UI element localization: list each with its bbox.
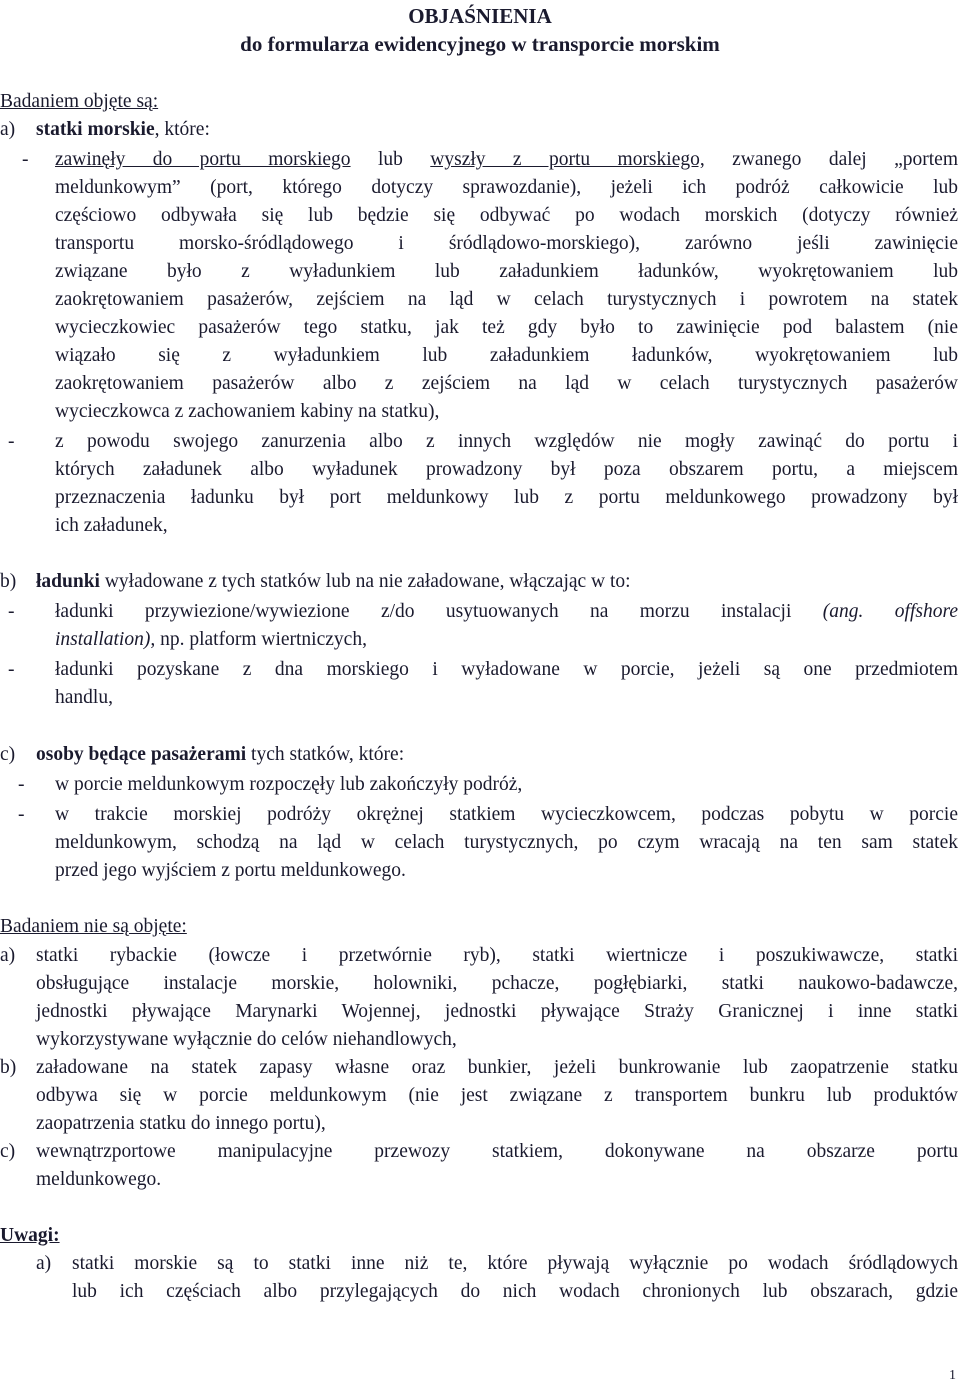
covered-b-dash2-line0: ładunki pozyskane z dna morskiego i wyładowane w porcie, jeżeli są one przedmiotem (55, 659, 958, 680)
covered-a-dash1-line8: zaokrętowaniem pasażerów albo z zejściem na ląd w celach turystycznych pasażerów (55, 373, 958, 394)
not-covered-b-label: b) (0, 1057, 17, 1078)
covered-b-dash1-line1: installation), np. platform wiertniczych, (55, 629, 367, 650)
covered-a-dash1-line1: meldunkowym” (port, którego dotyczy sprawozdanie), jeżeli ich podróż całkowicie lub (55, 177, 958, 198)
not-covered-b-line1: odbywa się w porcie meldunkowym (nie jest związane z transportem bunkru lub produktów (36, 1085, 958, 1106)
not-covered-a-line0: statki rybackie (łowcze i przetwórnie ryb), statki wiertnicze i poszukiwawcze, statki (36, 945, 958, 966)
covered-b-dash1-line0: ładunki przywiezione/wywiezione z/do usytuowanych na morzu instalacji (ang. offshore (55, 601, 958, 622)
covered-c-label: c) (0, 744, 16, 765)
covered-c-text: osoby będące pasażerami tych statków, które: (36, 744, 405, 765)
covered-b-dash2-line1: handlu, (55, 687, 113, 708)
notes-a-label: a) (36, 1253, 52, 1274)
not-covered-a-label: a) (0, 945, 16, 966)
covered-a-dash1-line5: zaokrętowaniem pasażerów, zejściem na ląd w celach turystycznych i powrotem na statek (55, 289, 958, 310)
dash-marker: - (8, 601, 15, 622)
not-covered-heading: Badaniem nie są objęte: (0, 916, 187, 937)
not-covered-a-line1: obsługujące instalacje morskie, holowniki, pchacze, pogłębiarki, statki naukowo-badawcze, (36, 973, 958, 994)
not-covered-c-label: c) (0, 1141, 16, 1162)
dash-marker: - (8, 659, 15, 680)
covered-a-dash2-line0: z powodu swojego zanurzenia albo z innych względów nie mogły zawinąć do portu i (55, 431, 958, 452)
not-covered-c-line0: wewnątrzportowe manipulacyjne przewozy statkiem, dokonywane na obszarze portu (36, 1141, 958, 1162)
dash-marker: - (18, 774, 25, 795)
not-covered-c-line1: meldunkowego. (36, 1169, 162, 1190)
covered-c-dash1: w porcie meldunkowym rozpoczęły lub zakończyły podróż, (55, 774, 523, 795)
page-number: 1 (949, 1368, 956, 1383)
covered-a-dash2-line2: przeznaczenia ładunku był port meldunkowy lub z portu meldunkowego prowadzony był (55, 487, 958, 508)
covered-c-dash2-line2: przed jego wyjściem z portu meldunkowego. (55, 860, 406, 881)
page-title: OBJAŚNIENIA (408, 4, 552, 28)
covered-b-label: b) (0, 571, 17, 592)
notes-a-line0: statki morskie są to statki inne niż te, które pływają wyłącznie po wodach śródlądowych (72, 1253, 958, 1274)
notes-a-line1: lub ich częściach albo przylegających do nich wodach chronionych lub obszarach, gdzie (72, 1281, 958, 1302)
dash-marker: - (18, 804, 25, 825)
covered-b-text: ładunki wyładowane z tych statków lub na nie załadowane, włączając w to: (36, 571, 631, 592)
covered-c-dash2-line0: w trakcie morskiej podróży okrężnej statkiem wycieczkowcem, podczas pobytu w porcie (55, 804, 958, 825)
covered-a-dash1-line2: częściowo odbywała się lub będzie się odbywać po wodach morskich (dotyczy również (55, 205, 958, 226)
covered-a-dash1-line0: zawinęły do portu morskiego lub wyszły z portu morskiego, zwanego dalej „portem (55, 149, 959, 170)
dash-marker: - (22, 149, 29, 170)
covered-a-dash1-line6: wycieczkowiec pasażerów tego statku, jak też gdy było to zawinięcie pod balastem (nie (55, 317, 958, 338)
covered-a-dash1-line4: związane było z wyładunkiem lub załadunkiem ładunków, wyokrętowaniem lub (55, 261, 958, 282)
not-covered-a-line2: jednostki pływające Marynarki Wojennej, jednostki pływające Straży Granicznej i inne statki (36, 1001, 958, 1022)
covered-a-label: a) (0, 119, 16, 140)
page-subtitle: do formularza ewidencyjnego w transporcie morskim (240, 32, 720, 56)
covered-a-dash2-line3: ich załadunek, (55, 515, 168, 536)
notes-heading: Uwagi: (0, 1225, 60, 1246)
dash-marker: - (8, 431, 15, 452)
covered-heading: Badaniem objęte są: (0, 91, 159, 112)
covered-c-dash2-line1: meldunkowym, schodzą na ląd w celach turystycznych, po czym wracają na ten sam statek (55, 832, 958, 853)
not-covered-a-line3: wykorzystywane wyłącznie do celów niehandlowych, (36, 1029, 457, 1050)
covered-a-dash2-line1: których załadunek albo wyładunek prowadzony był poza obszarem portu, a miejscem (55, 459, 958, 480)
not-covered-b-line0: załadowane na statek zapasy własne oraz bunkier, jeżeli bunkrowanie lub zaopatrzenie statku (36, 1057, 958, 1078)
covered-a-text: statki morskie, które: (36, 119, 210, 140)
covered-a-dash1-line9: wycieczkowca z zachowaniem kabiny na statku), (55, 401, 440, 422)
not-covered-b-line2: zaopatrzenia statku do innego portu), (36, 1113, 326, 1134)
covered-a-dash1-line3: transportu morsko-śródlądowego i śródlądowo-morskiego), zarówno jeśli zawinięcie (55, 233, 958, 254)
covered-a-dash1-line7: wiązało się z wyładunkiem lub załadunkiem ładunków, wyokrętowaniem lub (55, 345, 958, 366)
